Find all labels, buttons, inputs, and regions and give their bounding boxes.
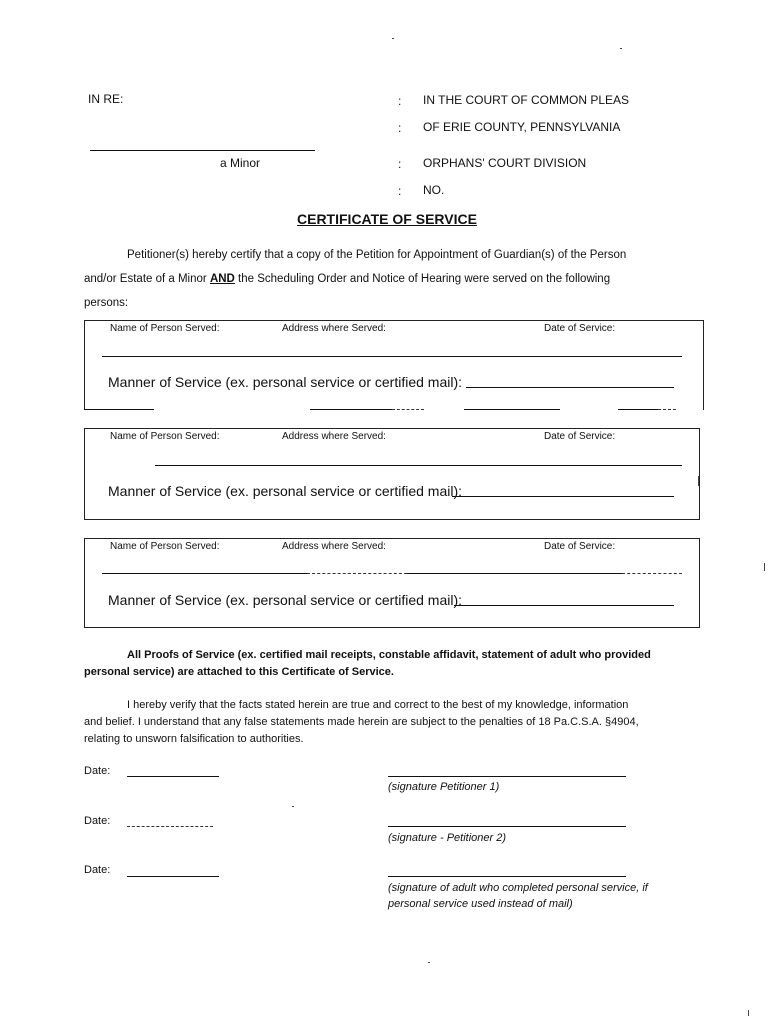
date-label-2: Date: [84, 815, 111, 827]
signature-caption-3-line1: (signature of adult who completed personal service, if [388, 882, 648, 894]
date-line-2[interactable] [127, 826, 213, 827]
box-bottom-segment [464, 409, 560, 410]
signature-line-1[interactable] [388, 776, 626, 777]
address-served-label: Address where Served: [282, 431, 386, 442]
service-info-line[interactable] [155, 465, 682, 466]
verification-line2: and belief. I understand that any false statements made herein are subject to the penalties of 18 Pa.C.S.A. §4904, [84, 716, 639, 728]
verification-line3: relating to unsworn falsification to authorities. [84, 733, 304, 745]
signature-line-3[interactable] [388, 876, 626, 877]
manner-of-service-line[interactable] [466, 387, 674, 388]
address-served-label: Address where Served: [282, 541, 386, 552]
scan-speck [620, 48, 622, 49]
date-label-3: Date: [84, 864, 111, 876]
minor-label: a Minor [220, 156, 261, 170]
box-bottom-segment [392, 409, 424, 410]
box-bottom-segment [310, 409, 392, 410]
intro-line2-pre: and/or Estate of a Minor [84, 273, 210, 285]
caption-colon: : [398, 121, 402, 135]
signature-line-2[interactable] [388, 826, 626, 827]
signature-caption-2: (signature - Petitioner 2) [388, 832, 506, 844]
date-served-label: Date of Service: [544, 541, 616, 552]
in-re-label: IN RE: [88, 92, 124, 106]
signature-caption-3-line2: personal service used instead of mail) [388, 898, 573, 910]
scan-speck [292, 806, 294, 807]
document-title: CERTIFICATE OF SERVICE [297, 211, 477, 227]
intro-line1: Petitioner(s) hereby certify that a copy of the Petition for Appointment of Guardian(s) of the Person [127, 249, 627, 261]
box-bottom-segment [658, 409, 676, 410]
caption-colon: : [398, 94, 402, 108]
intro-line2-post: the Scheduling Order and Notice of Hearing were served on the following [234, 273, 611, 285]
scan-speck [698, 476, 699, 486]
caption-colon: : [398, 184, 402, 198]
box-bottom-segment [84, 409, 154, 410]
scan-speck [428, 962, 430, 963]
proofs-line1: All Proofs of Service (ex. certified mail receipts, constable affidavit, statement of adult who provided [127, 649, 651, 661]
scan-speck [392, 38, 394, 39]
date-line-3[interactable] [127, 876, 219, 877]
verification-line1: I hereby verify that the facts stated herein are true and correct to the best of my knowledge, information [127, 699, 629, 711]
court-name-line1: IN THE COURT OF COMMON PLEAS [423, 93, 630, 107]
date-served-label: Date of Service: [544, 323, 616, 334]
date-line-1[interactable] [127, 776, 219, 777]
manner-of-service-label: Manner of Service (ex. personal service or certified mail): [108, 592, 463, 608]
signature-caption-1: (signature Petitioner 1) [388, 781, 500, 793]
name-served-label: Name of Person Served: [110, 323, 220, 334]
court-name-line2: OF ERIE COUNTY, PENNSYLVANIA [423, 120, 621, 134]
service-info-line[interactable] [102, 356, 682, 357]
intro-and-emphasis: AND [209, 273, 235, 285]
intro-line3: persons: [84, 297, 129, 309]
manner-of-service-label: Manner of Service (ex. personal service or certified mail): [108, 374, 463, 390]
name-served-label: Name of Person Served: [110, 431, 220, 442]
service-info-line[interactable] [407, 573, 622, 574]
service-info-line[interactable] [307, 573, 407, 574]
manner-of-service-line[interactable] [454, 605, 674, 606]
proofs-line2: personal service) are attached to this Certificate of Service. [84, 666, 394, 678]
caption-colon: : [398, 157, 402, 171]
name-served-label: Name of Person Served: [110, 541, 220, 552]
court-division: ORPHANS' COURT DIVISION [423, 156, 587, 170]
intro-line2 [84, 267, 610, 291]
scan-speck [748, 1010, 749, 1016]
case-number-label: NO. [423, 183, 445, 197]
address-served-label: Address where Served: [282, 323, 386, 334]
box-bottom-segment [618, 409, 658, 410]
scan-speck [764, 563, 765, 571]
manner-of-service-label: Manner of Service (ex. personal service or certified mail): [108, 483, 463, 499]
date-served-label: Date of Service: [544, 431, 616, 442]
minor-name-line [90, 150, 315, 151]
service-info-line[interactable] [622, 573, 682, 574]
manner-of-service-line[interactable] [452, 496, 674, 497]
date-label-1: Date: [84, 765, 111, 777]
service-info-line[interactable] [102, 573, 307, 574]
